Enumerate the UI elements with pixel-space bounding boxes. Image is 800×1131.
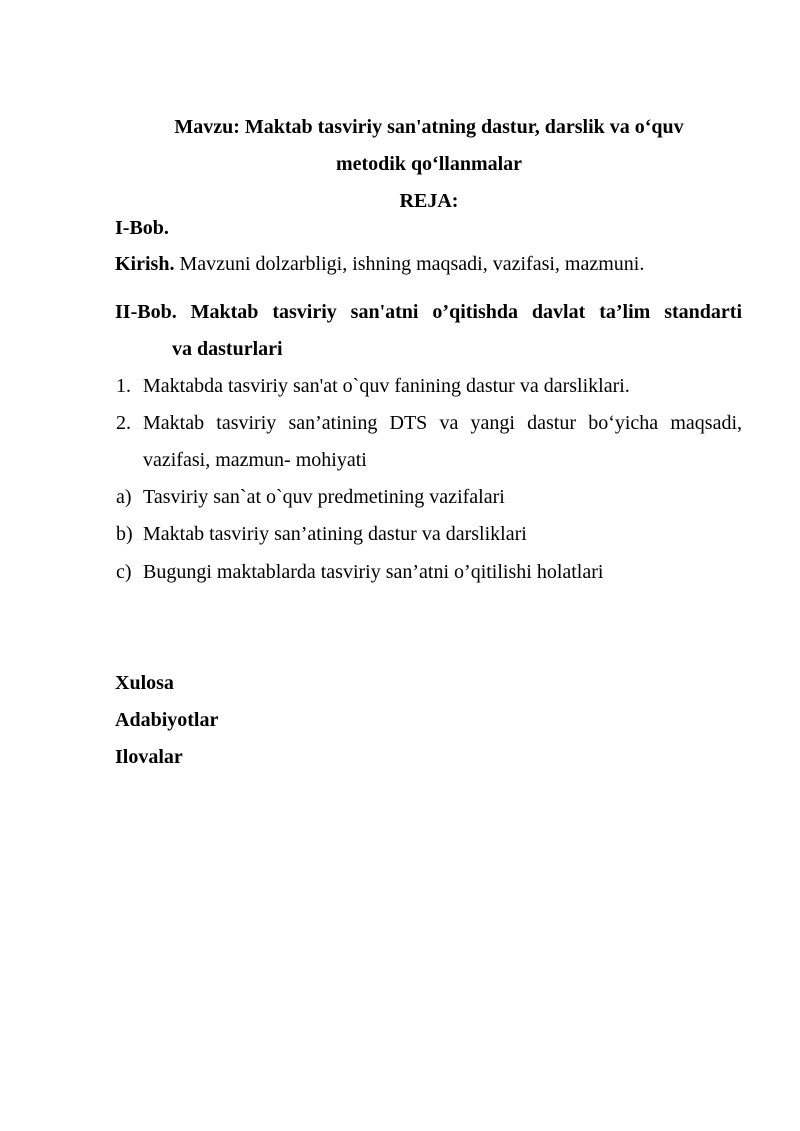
- appendices-heading: Ilovalar: [115, 746, 183, 768]
- chapter-2-heading-line-1: II-Bob. Maktab tasviriy san'atni o’qitishda davlat ta’lim standarti: [115, 301, 742, 323]
- list-marker-a: a): [116, 486, 132, 508]
- list-item-2: Maktab tasviriy san’atining DTS va yangi dastur bo‘yicha maqsadi,: [143, 412, 742, 434]
- introduction-text: Mavzuni dolzarbligi, ishning maqsadi, vazifasi, mazmuni.: [174, 253, 645, 275]
- references-heading: Adabiyotlar: [115, 709, 219, 731]
- list-marker-1: 1.: [116, 375, 131, 397]
- chapter-2-heading-line-2: va dasturlari: [172, 338, 283, 360]
- plan-heading: REJA:: [399, 190, 459, 212]
- conclusion-heading: Xulosa: [115, 672, 174, 694]
- list-item-b: Maktab tasviriy san’atining dastur va darsliklari: [143, 523, 527, 545]
- list-marker-b: b): [116, 523, 133, 545]
- introduction-line: [115, 252, 644, 276]
- title-line-2: metodik qo‘llanmalar: [335, 153, 523, 175]
- list-item-2-continuation: vazifasi, mazmun- mohiyati: [143, 449, 367, 471]
- chapter-1-heading: I-Bob.: [115, 217, 169, 239]
- title-line-1: Mavzu: Maktab tasviriy san'atning dastur, darslik va o‘quv: [174, 116, 684, 138]
- list-marker-c: c): [116, 561, 132, 583]
- list-item-1: Maktabda tasviriy san'at o`quv fanining dastur va darsliklari.: [143, 375, 630, 397]
- list-item-c: Bugungi maktablarda tasviriy san’atni o’qitilishi holatlari: [143, 561, 604, 583]
- introduction-label: Kirish.: [115, 253, 175, 275]
- list-marker-2: 2.: [116, 412, 131, 434]
- list-item-a: Tasviriy san`at o`quv predmetining vazifalari: [143, 486, 505, 508]
